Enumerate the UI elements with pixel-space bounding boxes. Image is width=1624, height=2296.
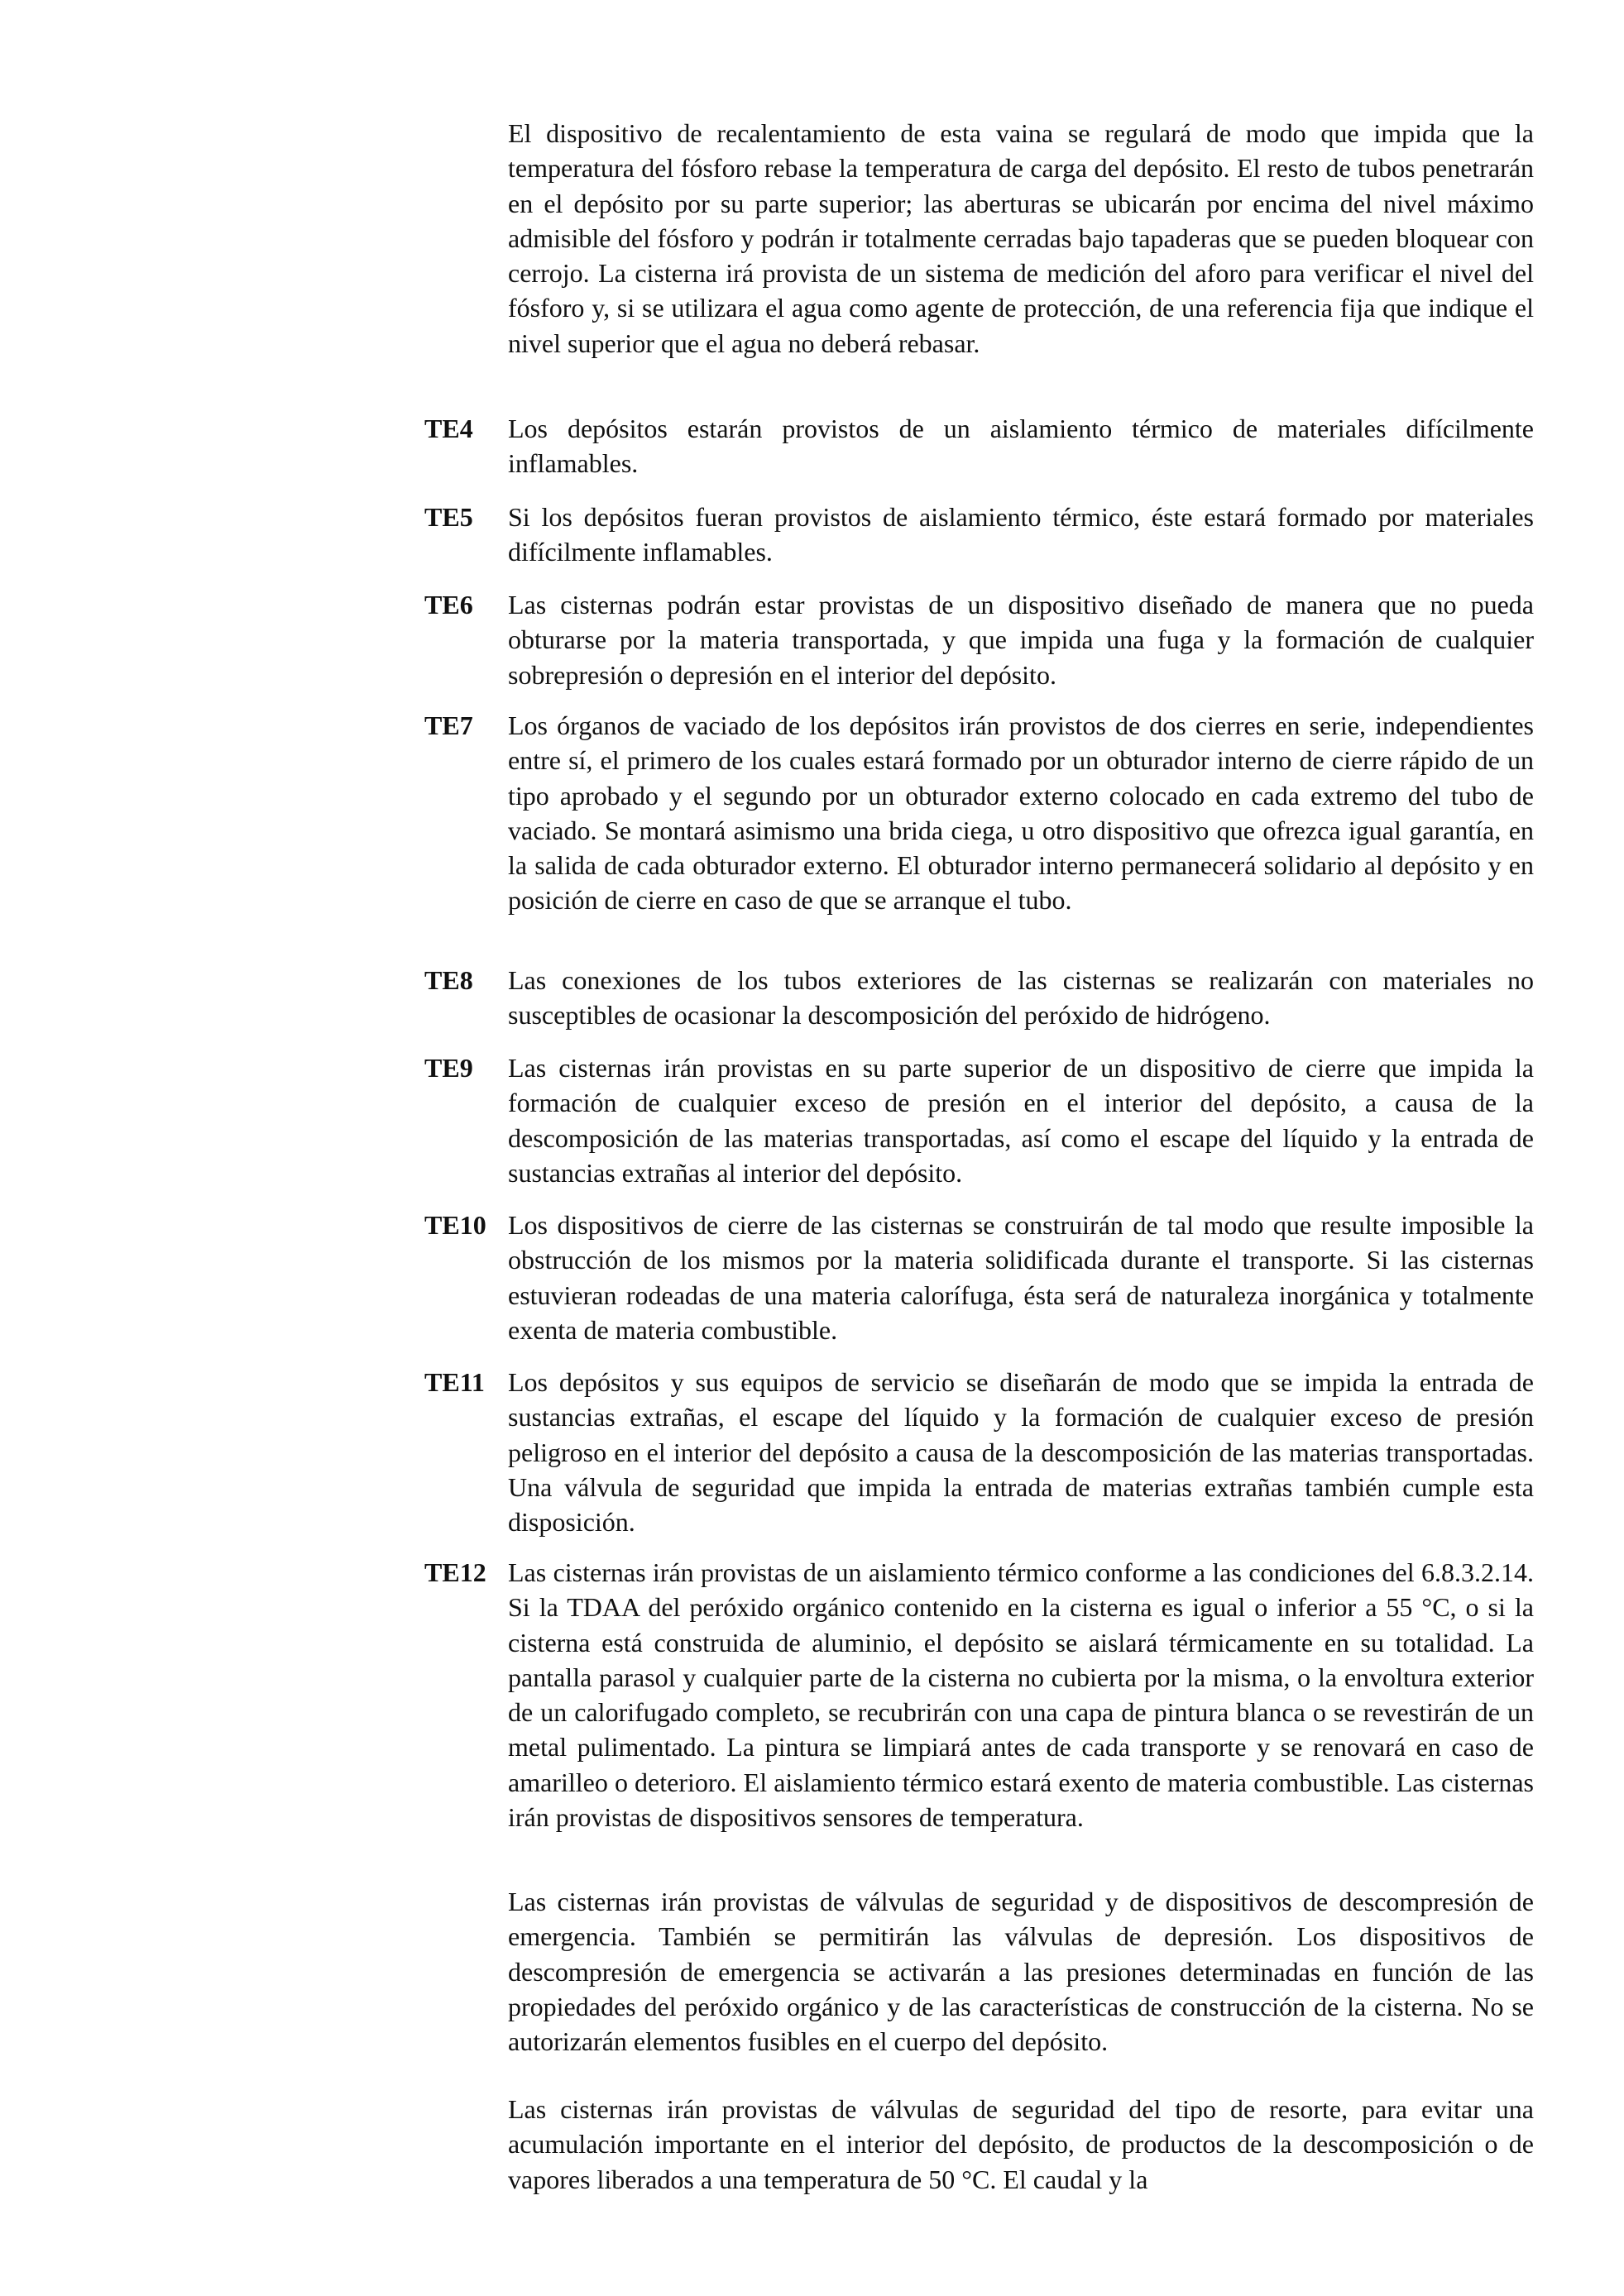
- entry-code: TE5: [424, 502, 473, 532]
- entry-code: TE12: [424, 1557, 486, 1587]
- entry-text: Los depósitos estarán provistos de un aislamiento térmico de materiales difícilmente inflamables.: [508, 414, 1534, 479]
- entry-code: TE6: [424, 590, 473, 619]
- continuation-paragraph: Las cisternas irán provistas de válvulas de seguridad del tipo de resorte, para evitar una acumulación importante en el interior del depósito, de productos de la descomposición o de vapores liberados a una temperatura de 50 °C. El caudal y la: [508, 2094, 1534, 2194]
- entry-text: Las cisternas irán provistas de un aislamiento térmico conforme a las condiciones del 6.8.3.2.14. Si la TDAA del peróxido orgánico contenido en la cisterna es igual o inferior a 55 °C, o si la cisterna está construida de aluminio, el depósito se aislará térmicamente en su totalidad. La pantalla parasol y cualquier parte de la cisterna no cubierta por la misma, o la envoltura exterior de un calorifugado completo, se recubrirán con una capa de pintura blanca o se revestirán de un metal pulimentado. La pintura se limpiará antes de cada transporte y se renovará en caso de amarilleo o deterioro. El aislamiento térmico estará exento de materia combustible. Las cisternas irán provistas de dispositivos sensores de temperatura.: [508, 1557, 1534, 1833]
- entry-text: Los depósitos y sus equipos de servicio se diseñarán de modo que se impida la entrada de sustancias extrañas, el escape del líquido y la formación de cualquier exceso de presión peligroso en el interior del depósito a causa de la descomposición de las materias transportadas. Una válvula de seguridad que impida la entrada de materias extrañas también cumple esta disposición.: [508, 1367, 1534, 1538]
- entry-text: Los dispositivos de cierre de las cisternas se construirán de tal modo que resulte imposible la obstrucción de los mismos por la materia solidificada durante el transporte. Si las cisternas estuvieran rodeadas de una materia calorífuga, ésta será de naturaleza inorgánica y totalmente exenta de materia combustible.: [508, 1210, 1534, 1345]
- continuation-paragraph: Las cisternas irán provistas de válvulas de seguridad y de dispositivos de descompresión de emergencia. También se permitirán las válvulas de depresión. Los dispositivos de descompresión de emergencia se activarán a las presiones determinadas en función de las propiedades del peróxido orgánico y de las características de construcción de la cisterna. No se autorizarán elementos fusibles en el cuerpo del depósito.: [508, 1887, 1534, 2057]
- entry-code: TE7: [424, 710, 473, 740]
- entry-text: Las cisternas podrán estar provistas de un dispositivo diseñado de manera que no pueda obturarse por la materia transportada, y que impida una fuga y la formación de cualquier sobrepresión o depresión en el interior del depósito.: [508, 590, 1534, 690]
- entry-code: TE8: [424, 965, 473, 995]
- intro-paragraph: El dispositivo de recalentamiento de esta vaina se regulará de modo que impida que la temperatura del fósforo rebase la temperatura de carga del depósito. El resto de tubos penetrarán en el depósito por su parte superior; las aberturas se ubicarán por encima del nivel máximo admisible del fósforo y podrán ir totalmente cerradas bajo tapaderas que se pueden bloquear con cerrojo. La cisterna irá provista de un sistema de medición del aforo para verificar el nivel del fósforo y, si se utilizara el agua como agente de protección, de una referencia fija que indique el nivel superior que el agua no deberá rebasar.: [508, 118, 1534, 358]
- entry-text: Los órganos de vaciado de los depósitos irán provistos de dos cierres en serie, independientes entre sí, el primero de los cuales estará formado por un obturador interno de cierre rápido de un tipo aprobado y el segundo por un obturador externo colocado en cada extremo del tubo de vaciado. Se montará asimismo una brida ciega, u otro dispositivo que ofrezca igual garantía, en la salida de cada obturador externo. El obturador interno permanecerá solidario al depósito y en posición de cierre en caso de que se arranque el tubo.: [508, 710, 1534, 916]
- entry-text: Si los depósitos fueran provistos de aislamiento térmico, éste estará formado por materiales difícilmente inflamables.: [508, 502, 1534, 567]
- entry-code: TE10: [424, 1210, 486, 1240]
- entry-code: TE11: [424, 1367, 485, 1397]
- entry-text: Las conexiones de los tubos exteriores de las cisternas se realizarán con materiales no susceptibles de ocasionar la descomposición del peróxido de hidrógeno.: [508, 965, 1534, 1031]
- entry-code: TE4: [424, 414, 473, 443]
- entry-code: TE9: [424, 1053, 473, 1083]
- entry-text: Las cisternas irán provistas en su parte superior de un dispositivo de cierre que impida la formación de cualquier exceso de presión en el interior del depósito, a causa de la descomposición de las materias transportadas, así como el escape del líquido y la entrada de sustancias extrañas al interior del depósito.: [508, 1053, 1534, 1188]
